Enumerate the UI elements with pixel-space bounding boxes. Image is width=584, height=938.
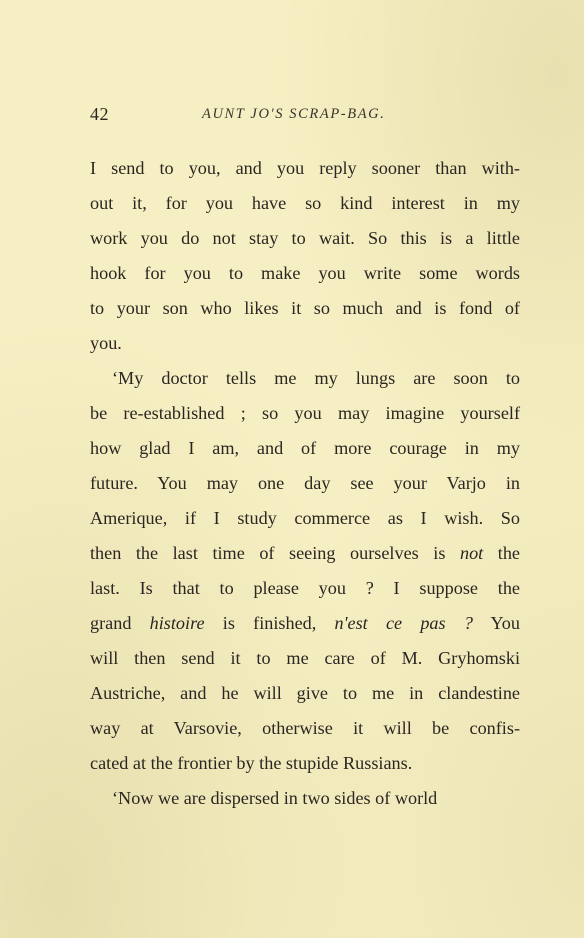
page-number: 42 — [90, 104, 109, 124]
text-line — [90, 256, 520, 291]
running-title: AUNT JO'S SCRAP-BAG. — [202, 106, 386, 122]
text-line — [90, 291, 520, 326]
text-segment: You — [472, 613, 520, 633]
text-segment: grand — [90, 613, 150, 633]
text-segment: to your son who likes it so much and is fond of — [90, 298, 520, 318]
text-segment: cated at the frontier by the stupide Russians. — [90, 753, 413, 773]
text-line — [90, 711, 520, 746]
text-line — [90, 641, 520, 676]
text-segment: ‘My doctor tells me my lungs are soon to — [112, 368, 520, 388]
text-line — [90, 571, 520, 606]
text-segment: last. Is that to please you ? I suppose the — [90, 578, 520, 598]
text-segment: out it, for you have so kind interest in my — [90, 193, 520, 213]
text-segment: Austriche, and he will give to me in clandestine — [90, 683, 520, 703]
text-line — [90, 186, 520, 221]
text-segment: be re-established ; so you may imagine yourself — [90, 403, 520, 423]
text-segment: you. — [90, 333, 122, 353]
text-segment: hook for you to make you write some words — [90, 263, 520, 283]
text-segment: I send to you, and you reply sooner than with- — [90, 158, 520, 178]
text-line — [90, 221, 520, 256]
text-segment: Amerique, if I study commerce as I wish. So — [90, 508, 520, 528]
text-segment: ‘Now we are dispersed in two sides of world — [112, 788, 438, 808]
body-text — [90, 151, 520, 816]
text-segment: the — [483, 543, 520, 563]
text-line — [90, 326, 520, 361]
text-line — [90, 466, 520, 501]
text-line — [90, 606, 520, 641]
text-line — [90, 396, 520, 431]
text-line — [90, 361, 520, 396]
italic-text-segment: histoire — [149, 613, 205, 633]
text-line — [90, 501, 520, 536]
running-head — [90, 104, 520, 128]
text-segment: is finished, — [204, 613, 335, 633]
italic-text-segment: not — [459, 543, 484, 563]
text-line — [90, 676, 520, 711]
italic-text-segment: n'est ce pas ? — [334, 613, 473, 633]
text-line — [90, 431, 520, 466]
text-segment: will then send it to me care of M. Gryhomski — [90, 648, 520, 668]
text-segment: way at Varsovie, otherwise it will be confis- — [90, 718, 520, 738]
text-segment: work you do not stay to wait. So this is a little — [90, 228, 520, 248]
text-segment: future. You may one day see your Varjo in — [90, 473, 520, 493]
text-segment: how glad I am, and of more courage in my — [90, 438, 520, 458]
text-line — [90, 536, 520, 571]
text-segment: then the last time of seeing ourselves is — [90, 543, 460, 563]
text-line — [90, 746, 520, 781]
text-line — [90, 781, 520, 816]
text-line — [90, 151, 520, 186]
